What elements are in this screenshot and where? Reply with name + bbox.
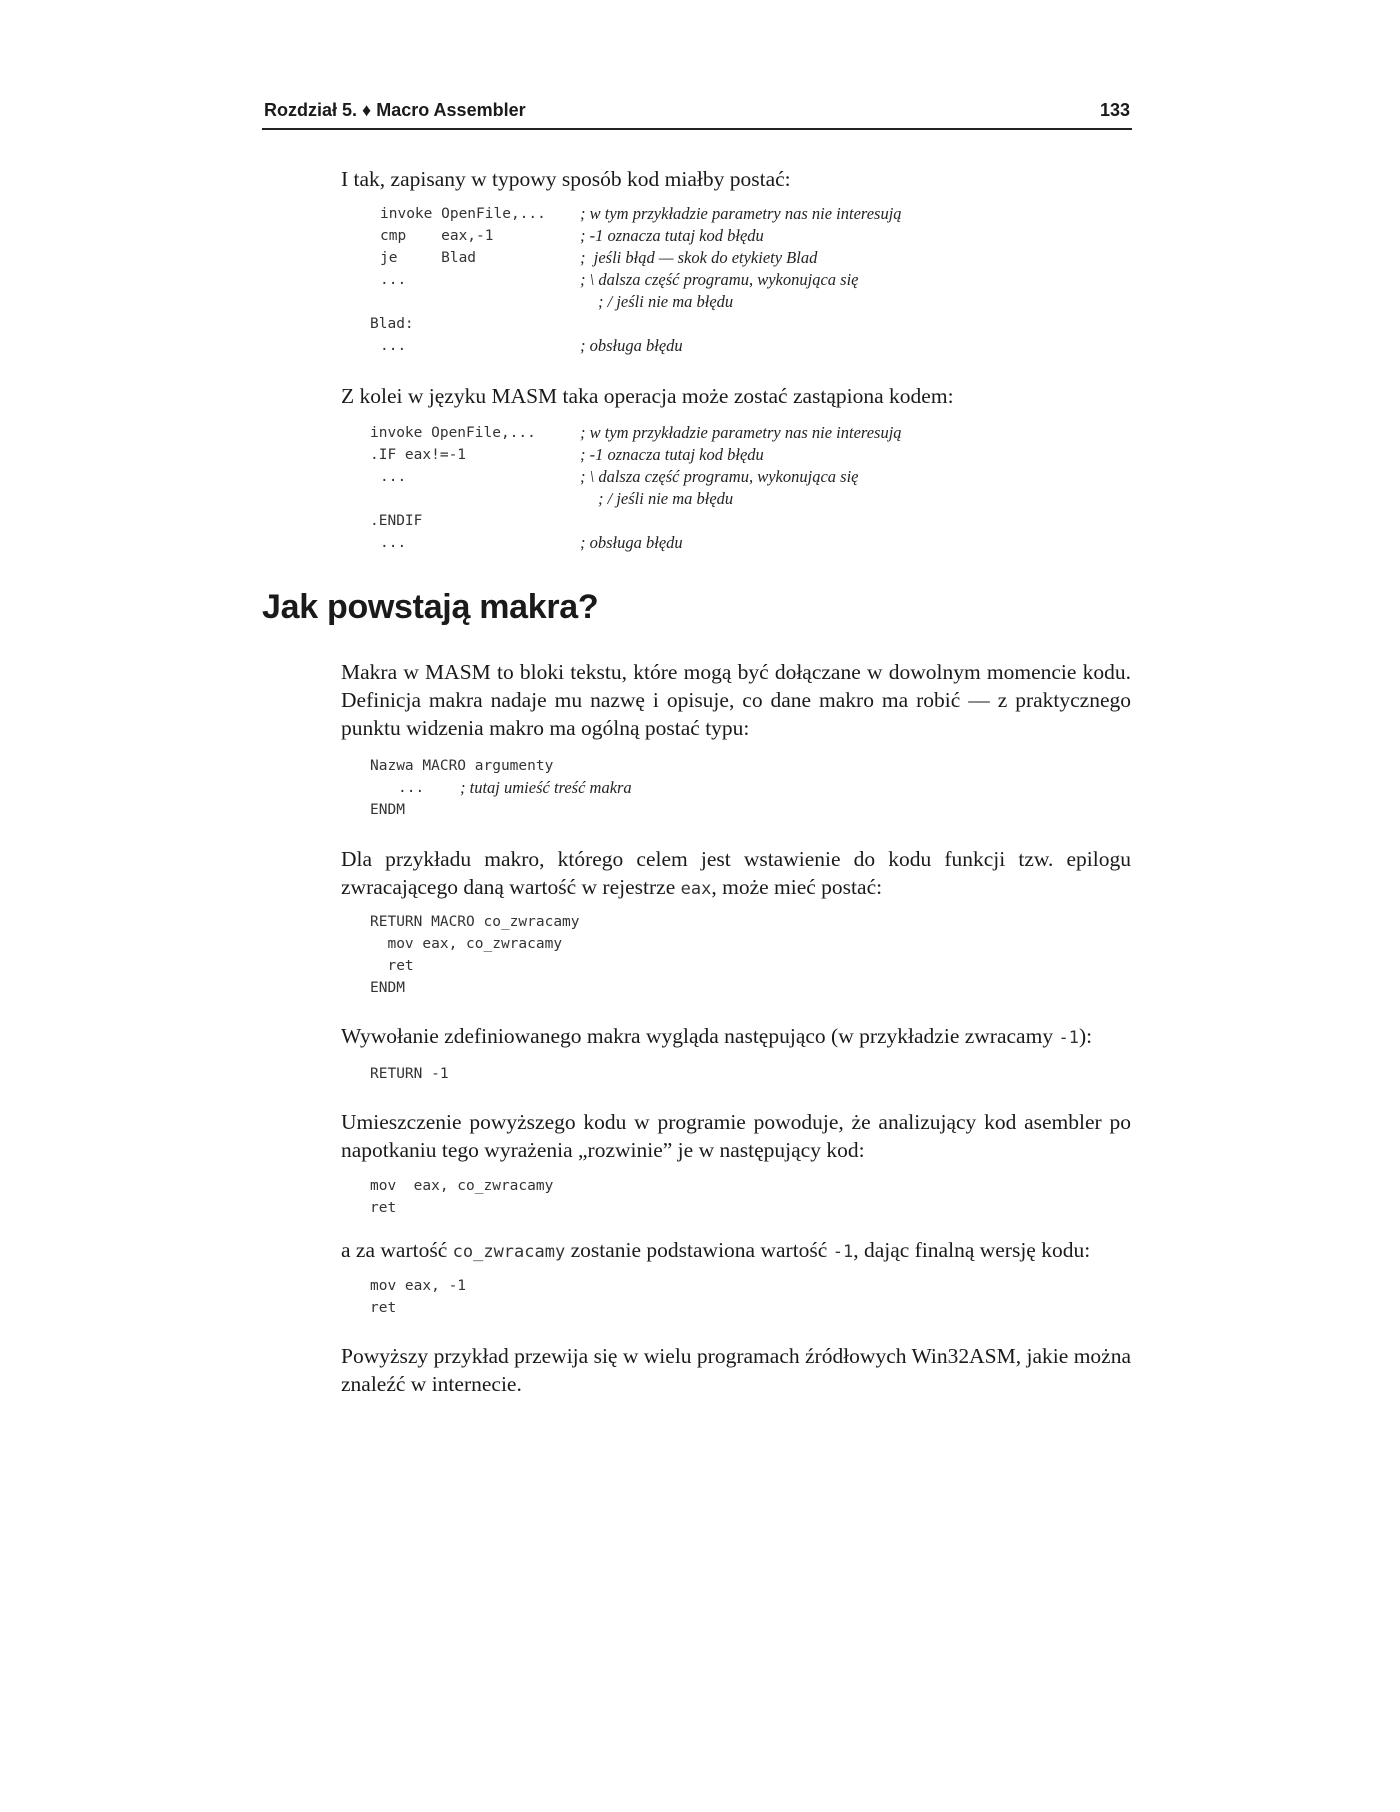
code-line: je Blad — [380, 250, 477, 266]
code-line: ... — [398, 780, 425, 796]
code-comment: ; / jeśli nie ma błędu — [598, 292, 734, 311]
section-heading: Jak powstają makra? — [262, 588, 599, 626]
code-line: invoke OpenFile,... — [370, 425, 536, 441]
code-line: ... — [380, 272, 407, 288]
code-line: cmp eax,-1 — [380, 228, 494, 244]
inline-code: -1 — [832, 1242, 854, 1262]
code-block-5: RETURN -1 — [370, 1066, 449, 1082]
paragraph-5 — [341, 1236, 1131, 1266]
code-line: RETURN MACRO co_zwracamy — [370, 914, 580, 930]
code-line: ENDM — [370, 802, 405, 818]
code-line: Nazwa MACRO argumenty — [370, 758, 554, 774]
code-line: ret — [370, 1200, 397, 1216]
intro-paragraph-2: Z kolei w języku MASM taka operacja może zostać zastąpiona kodem: — [341, 384, 954, 408]
chapter-title: Rozdział 5. ♦ Macro Assembler — [264, 100, 526, 120]
code-line: mov eax, co_zwracamy — [370, 936, 563, 952]
text: Dla przykładu makro, którego celem jest wstawienie do kodu funkcji tzw. epilogu zwracającego daną wartość w rejestrze — [341, 847, 1131, 899]
paragraph-6: Powyższy przykład przewija się w wielu programach źródłowych Win32ASM, jakie można znaleźć w internecie. — [341, 1344, 1131, 1396]
code-comment: ; w tym przykładzie parametry nas nie interesują — [580, 204, 902, 223]
code-line: .ENDIF — [370, 513, 423, 529]
code-line: ret — [370, 1300, 397, 1316]
code-line: mov eax, co_zwracamy — [370, 1178, 554, 1194]
code-line: ENDM — [370, 980, 405, 996]
code-comment: ; obsługa błędu — [580, 533, 683, 552]
inline-code: eax — [680, 879, 712, 899]
paragraph-4: Umieszczenie powyższego kodu w programie powoduje, że analizujący kod asembler po napotkaniu tego wyrażenia „rozwinie” je w następujący kod: — [341, 1110, 1131, 1162]
text: ): — [1078, 1024, 1093, 1048]
page-number: 133 — [1099, 100, 1130, 120]
code-comment: ; / jeśli nie ma błędu — [598, 489, 734, 508]
paragraph-1: Makra w MASM to bloki tekstu, które mogą być dołączane w dowolnym momencie kodu. Definicja makra nadaje mu nazwę i opisuje, co dane makro ma robić — z praktycznego punktu widzenia makro ma ogólną postać typu: — [341, 660, 1131, 740]
code-comment: ; \ dalsza część programu, wykonująca się — [580, 270, 859, 289]
code-line: invoke OpenFile,... — [380, 206, 546, 222]
code-comment: ; obsługa błędu — [580, 336, 683, 355]
code-line: ... — [380, 469, 407, 485]
paragraph-3 — [341, 1022, 1131, 1052]
text: Wywołanie zdefiniowanego makra wygląda następująco (w przykładzie zwracamy — [341, 1024, 1059, 1048]
text: , dając finalną wersję kodu: — [853, 1238, 1091, 1262]
text: a za wartość — [341, 1238, 453, 1262]
code-comment: ; w tym przykładzie parametry nas nie interesują — [580, 423, 902, 442]
inline-code: -1 — [1058, 1028, 1079, 1048]
code-comment: ; -1 oznacza tutaj kod błędu — [580, 445, 764, 464]
inline-code: co_zwracamy — [452, 1242, 566, 1262]
paragraph-2 — [341, 845, 1131, 903]
code-comment: ; tutaj umieść treść makra — [460, 778, 632, 797]
code-comment: ; jeśli błąd — skok do etykiety Blad — [580, 248, 818, 267]
code-line: ret — [370, 958, 414, 974]
code-line: mov eax, -1 — [370, 1278, 467, 1294]
code-label: Blad: — [370, 316, 414, 332]
code-comment: ; \ dalsza część programu, wykonująca się — [580, 467, 859, 486]
intro-paragraph-1: I tak, zapisany w typowy sposób kod miałby postać: — [341, 167, 791, 191]
code-line: ... — [380, 338, 407, 354]
text: , może mieć postać: — [711, 875, 883, 899]
text: zostanie podstawiona wartość — [565, 1238, 833, 1262]
code-line: .IF eax!=-1 — [370, 447, 467, 463]
running-header — [262, 98, 1132, 130]
code-line: ... — [380, 535, 407, 551]
code-comment: ; -1 oznacza tutaj kod błędu — [580, 226, 764, 245]
